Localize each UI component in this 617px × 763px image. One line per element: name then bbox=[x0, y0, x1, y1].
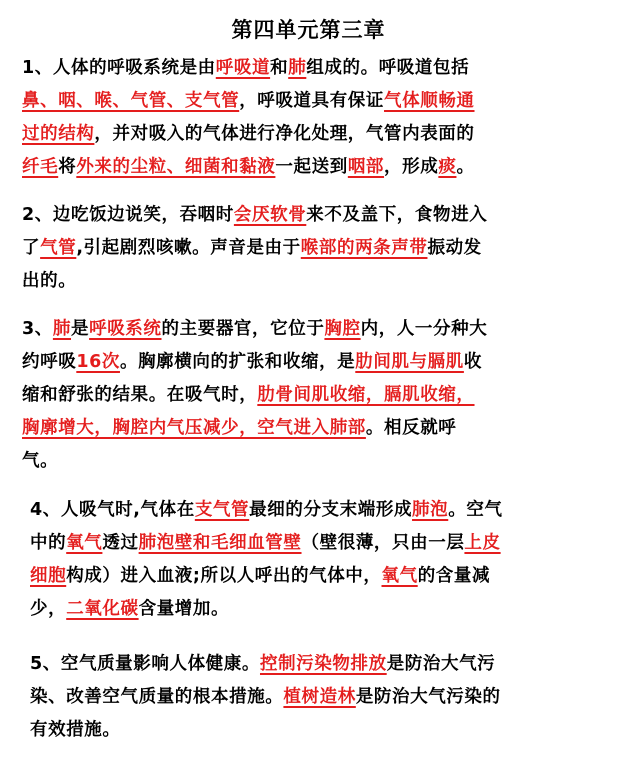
highlighted-key-term: 呼吸道 bbox=[215, 58, 271, 78]
highlighted-key-term: 肺泡 bbox=[412, 500, 449, 520]
highlighted-key-term: 16次 bbox=[76, 352, 120, 372]
highlighted-key-term: 气体顺畅通 bbox=[384, 91, 475, 111]
body-text: ，形成 bbox=[384, 157, 439, 177]
body-text: 缩和舒张的结果。在吸气时， bbox=[22, 385, 258, 405]
text-line bbox=[22, 118, 597, 151]
text-line bbox=[30, 714, 597, 747]
highlighted-key-term: 肺泡壁和毛细血管壁 bbox=[138, 533, 302, 553]
body-text: ，呼吸道具有保证 bbox=[239, 91, 385, 111]
highlighted-key-term: 咽部 bbox=[347, 157, 385, 177]
text-line bbox=[30, 593, 597, 626]
highlighted-key-term: 呼吸系统 bbox=[89, 319, 162, 339]
highlighted-key-term: 肺 bbox=[288, 58, 307, 78]
body-text: 染、改善空气质量的根本措施。 bbox=[30, 687, 284, 707]
body-text: 约呼吸 bbox=[22, 352, 77, 372]
highlighted-key-term: 肋骨间肌收缩，膈肌收缩， bbox=[257, 385, 475, 405]
body-text: 。 bbox=[456, 157, 475, 177]
body-text: 构成）进入血液;所以人呼出的气体中， bbox=[66, 566, 382, 586]
text-line bbox=[30, 527, 597, 560]
body-text: 2、边吃饭边说笑，吞咽时 bbox=[22, 205, 234, 225]
text-line bbox=[22, 85, 597, 118]
text-line bbox=[22, 313, 597, 346]
body-text: 含量增加。 bbox=[138, 599, 230, 619]
body-text: 5、空气质量影响人体健康。 bbox=[30, 654, 260, 674]
body-text: 。相反就呼 bbox=[365, 418, 457, 438]
highlighted-key-term: 痰 bbox=[438, 157, 457, 177]
paragraph-2 bbox=[22, 199, 597, 298]
body-text: 将 bbox=[58, 157, 77, 177]
highlighted-key-term: 纤毛 bbox=[22, 157, 59, 177]
text-line bbox=[22, 265, 597, 298]
highlighted-key-term: 肺 bbox=[52, 319, 71, 339]
body-text: 4、人吸气时,气体在 bbox=[30, 500, 195, 520]
body-text: 1、人体的呼吸系统是由 bbox=[22, 58, 216, 78]
highlighted-key-term: 氧气 bbox=[381, 566, 418, 586]
body-text: 是防治大气污 bbox=[386, 654, 496, 674]
highlighted-key-term: 植树造林 bbox=[283, 687, 356, 707]
highlighted-key-term: 胸腔 bbox=[324, 319, 361, 339]
highlighted-key-term: 喉部的两条声带 bbox=[300, 238, 428, 258]
highlighted-key-term: 细胞 bbox=[30, 566, 67, 586]
highlighted-key-term: 会厌软骨 bbox=[233, 205, 307, 225]
paragraph-4 bbox=[30, 494, 597, 626]
page-title: 第四单元第三章 bbox=[231, 18, 386, 42]
highlighted-key-term: 肋间肌与膈肌 bbox=[355, 352, 464, 372]
body-text: 一起送到 bbox=[275, 157, 348, 177]
highlighted-key-term: 鼻、咽、喉、气管、支气管 bbox=[22, 91, 240, 111]
body-text: ,引起剧烈咳嗽。声音是由于 bbox=[76, 238, 301, 258]
body-text: 是防治大气污染的 bbox=[355, 687, 501, 707]
highlighted-key-term: 控制污染物排放 bbox=[259, 654, 387, 674]
highlighted-key-term: 支气管 bbox=[194, 500, 250, 520]
body-text: 气。 bbox=[22, 451, 59, 471]
body-text: 和 bbox=[270, 58, 289, 78]
text-line bbox=[30, 681, 597, 714]
text-line bbox=[22, 346, 597, 379]
body-text: 3、 bbox=[22, 319, 53, 339]
text-line bbox=[22, 52, 597, 85]
body-text: 是 bbox=[71, 319, 90, 339]
body-text: 中的 bbox=[30, 533, 67, 553]
body-text: 最细的分支末端形成 bbox=[249, 500, 413, 520]
paragraph-3 bbox=[22, 313, 597, 478]
body-text: 组成的。呼吸道包括 bbox=[306, 58, 470, 78]
body-text: 收 bbox=[463, 352, 482, 372]
highlighted-key-term: 胸廓增大，胸腔内气压减少，空气进入肺部 bbox=[22, 418, 366, 438]
body-text: 。胸廓横向的扩张和收缩，是 bbox=[119, 352, 356, 372]
body-text: 的含量减 bbox=[417, 566, 491, 586]
highlighted-key-term: 气管 bbox=[40, 238, 77, 258]
body-text: （壁很薄，只由一层 bbox=[301, 533, 465, 553]
body-text: 少， bbox=[30, 599, 67, 619]
body-text: 有效措施。 bbox=[30, 720, 121, 740]
body-text: 的主要器官，它位于 bbox=[161, 319, 325, 339]
highlighted-key-term: 二氧化碳 bbox=[66, 599, 139, 619]
text-line bbox=[22, 412, 597, 445]
body-text: 来不及盖下，食物进入 bbox=[306, 205, 488, 225]
highlighted-key-term: 上皮 bbox=[464, 533, 501, 553]
body-text: 了 bbox=[22, 238, 41, 258]
text-line bbox=[30, 494, 597, 527]
text-line bbox=[30, 648, 597, 681]
body-text: 透过 bbox=[102, 533, 139, 553]
body-text: 内，人一分种大 bbox=[360, 319, 488, 339]
highlighted-key-term: 过的结构 bbox=[22, 124, 95, 144]
highlighted-key-term: 氧气 bbox=[66, 533, 103, 553]
body-text: 振动发 bbox=[427, 238, 482, 258]
body-text: ，并对吸入的气体进行净化处理，气管内表面的 bbox=[94, 124, 475, 144]
text-line bbox=[22, 445, 597, 478]
text-line bbox=[22, 151, 597, 184]
body-text: 。空气 bbox=[448, 500, 503, 520]
text-line bbox=[22, 199, 597, 232]
text-line bbox=[22, 379, 597, 412]
paragraph-5 bbox=[30, 648, 597, 747]
text-line bbox=[22, 232, 597, 265]
paragraph-1 bbox=[22, 52, 597, 184]
text-line bbox=[30, 560, 597, 593]
highlighted-key-term: 外来的尘粒、细菌和黏液 bbox=[76, 157, 276, 177]
body-text: 出的。 bbox=[22, 271, 77, 291]
